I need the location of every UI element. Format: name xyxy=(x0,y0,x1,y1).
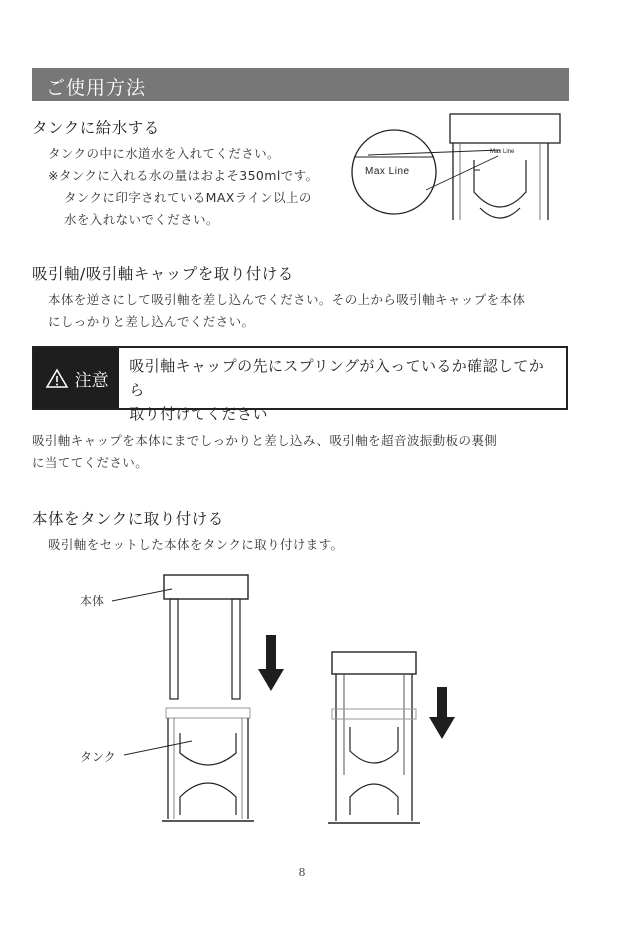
down-arrow-shaft-right xyxy=(437,687,447,719)
fill-tank-line-1: タンクの中に水道水を入れてください。 xyxy=(48,146,280,161)
tank-top-ring xyxy=(166,708,250,718)
body-cap-outline xyxy=(164,575,248,599)
fill-tank-line-3: タンクに印字されているMAXライン以上の xyxy=(64,190,312,205)
tank-bottle-outline xyxy=(474,160,526,207)
caution-label: 注意 xyxy=(74,370,109,391)
tank-max-line-label: Max Line xyxy=(490,149,515,155)
max-line-figure xyxy=(340,110,580,235)
zoom-max-line-label: Max Line xyxy=(365,166,410,177)
heading-attach-suction-shaft: 吸引軸/吸引軸キャップを取り付ける xyxy=(32,265,294,283)
fill-tank-line-4: 水を入れないでください。 xyxy=(64,212,219,227)
down-arrow-icon xyxy=(429,717,455,739)
attach-shaft-line-2: にしっかりと差し込んでください。 xyxy=(48,314,255,329)
attach-body-line-1: 吸引軸をセットした本体をタンクに取り付けます。 xyxy=(48,537,344,552)
page-title: ご使用方法 xyxy=(46,77,147,99)
heading-attach-body-to-tank: 本体をタンクに取り付ける xyxy=(32,510,224,528)
section-header-bar xyxy=(32,68,569,101)
tank-lid-outline xyxy=(450,114,560,143)
body-leg-right xyxy=(232,599,240,699)
caution-text xyxy=(119,348,566,423)
caution-label-block xyxy=(34,348,119,408)
caution-box xyxy=(32,346,568,423)
assembled-cap-outline xyxy=(332,652,416,674)
caution-line-1: 吸引軸キャップの先にスプリングが入っているか確認してから xyxy=(129,357,545,399)
shaft-contact-line-1: 吸引軸キャップを本体にまでしっかりと差し込み、吸引軸を超音波振動板の裏側 xyxy=(32,433,498,448)
attach-shaft-line-1: 本体を逆さにして吸引軸を差し込んでください。その上から吸引軸キャップを本体 xyxy=(48,292,526,307)
shaft-contact-line-2: に当ててください。 xyxy=(32,455,149,470)
body-leg-left xyxy=(170,599,178,699)
warning-triangle-icon xyxy=(45,368,69,389)
page-number: 8 xyxy=(298,866,306,879)
fill-tank-line-2: ※タンクに入れる水の量はおよそ350mlです。 xyxy=(48,168,319,183)
assembly-figure xyxy=(60,565,440,835)
heading-fill-tank: タンクに給水する xyxy=(32,119,160,137)
caution-line-2: 取り付けてください xyxy=(129,405,268,423)
label-tank: タンク xyxy=(80,750,116,764)
label-body: 本体 xyxy=(80,594,105,608)
down-arrow-shaft-left xyxy=(266,635,276,671)
down-arrow-icon xyxy=(258,669,284,691)
